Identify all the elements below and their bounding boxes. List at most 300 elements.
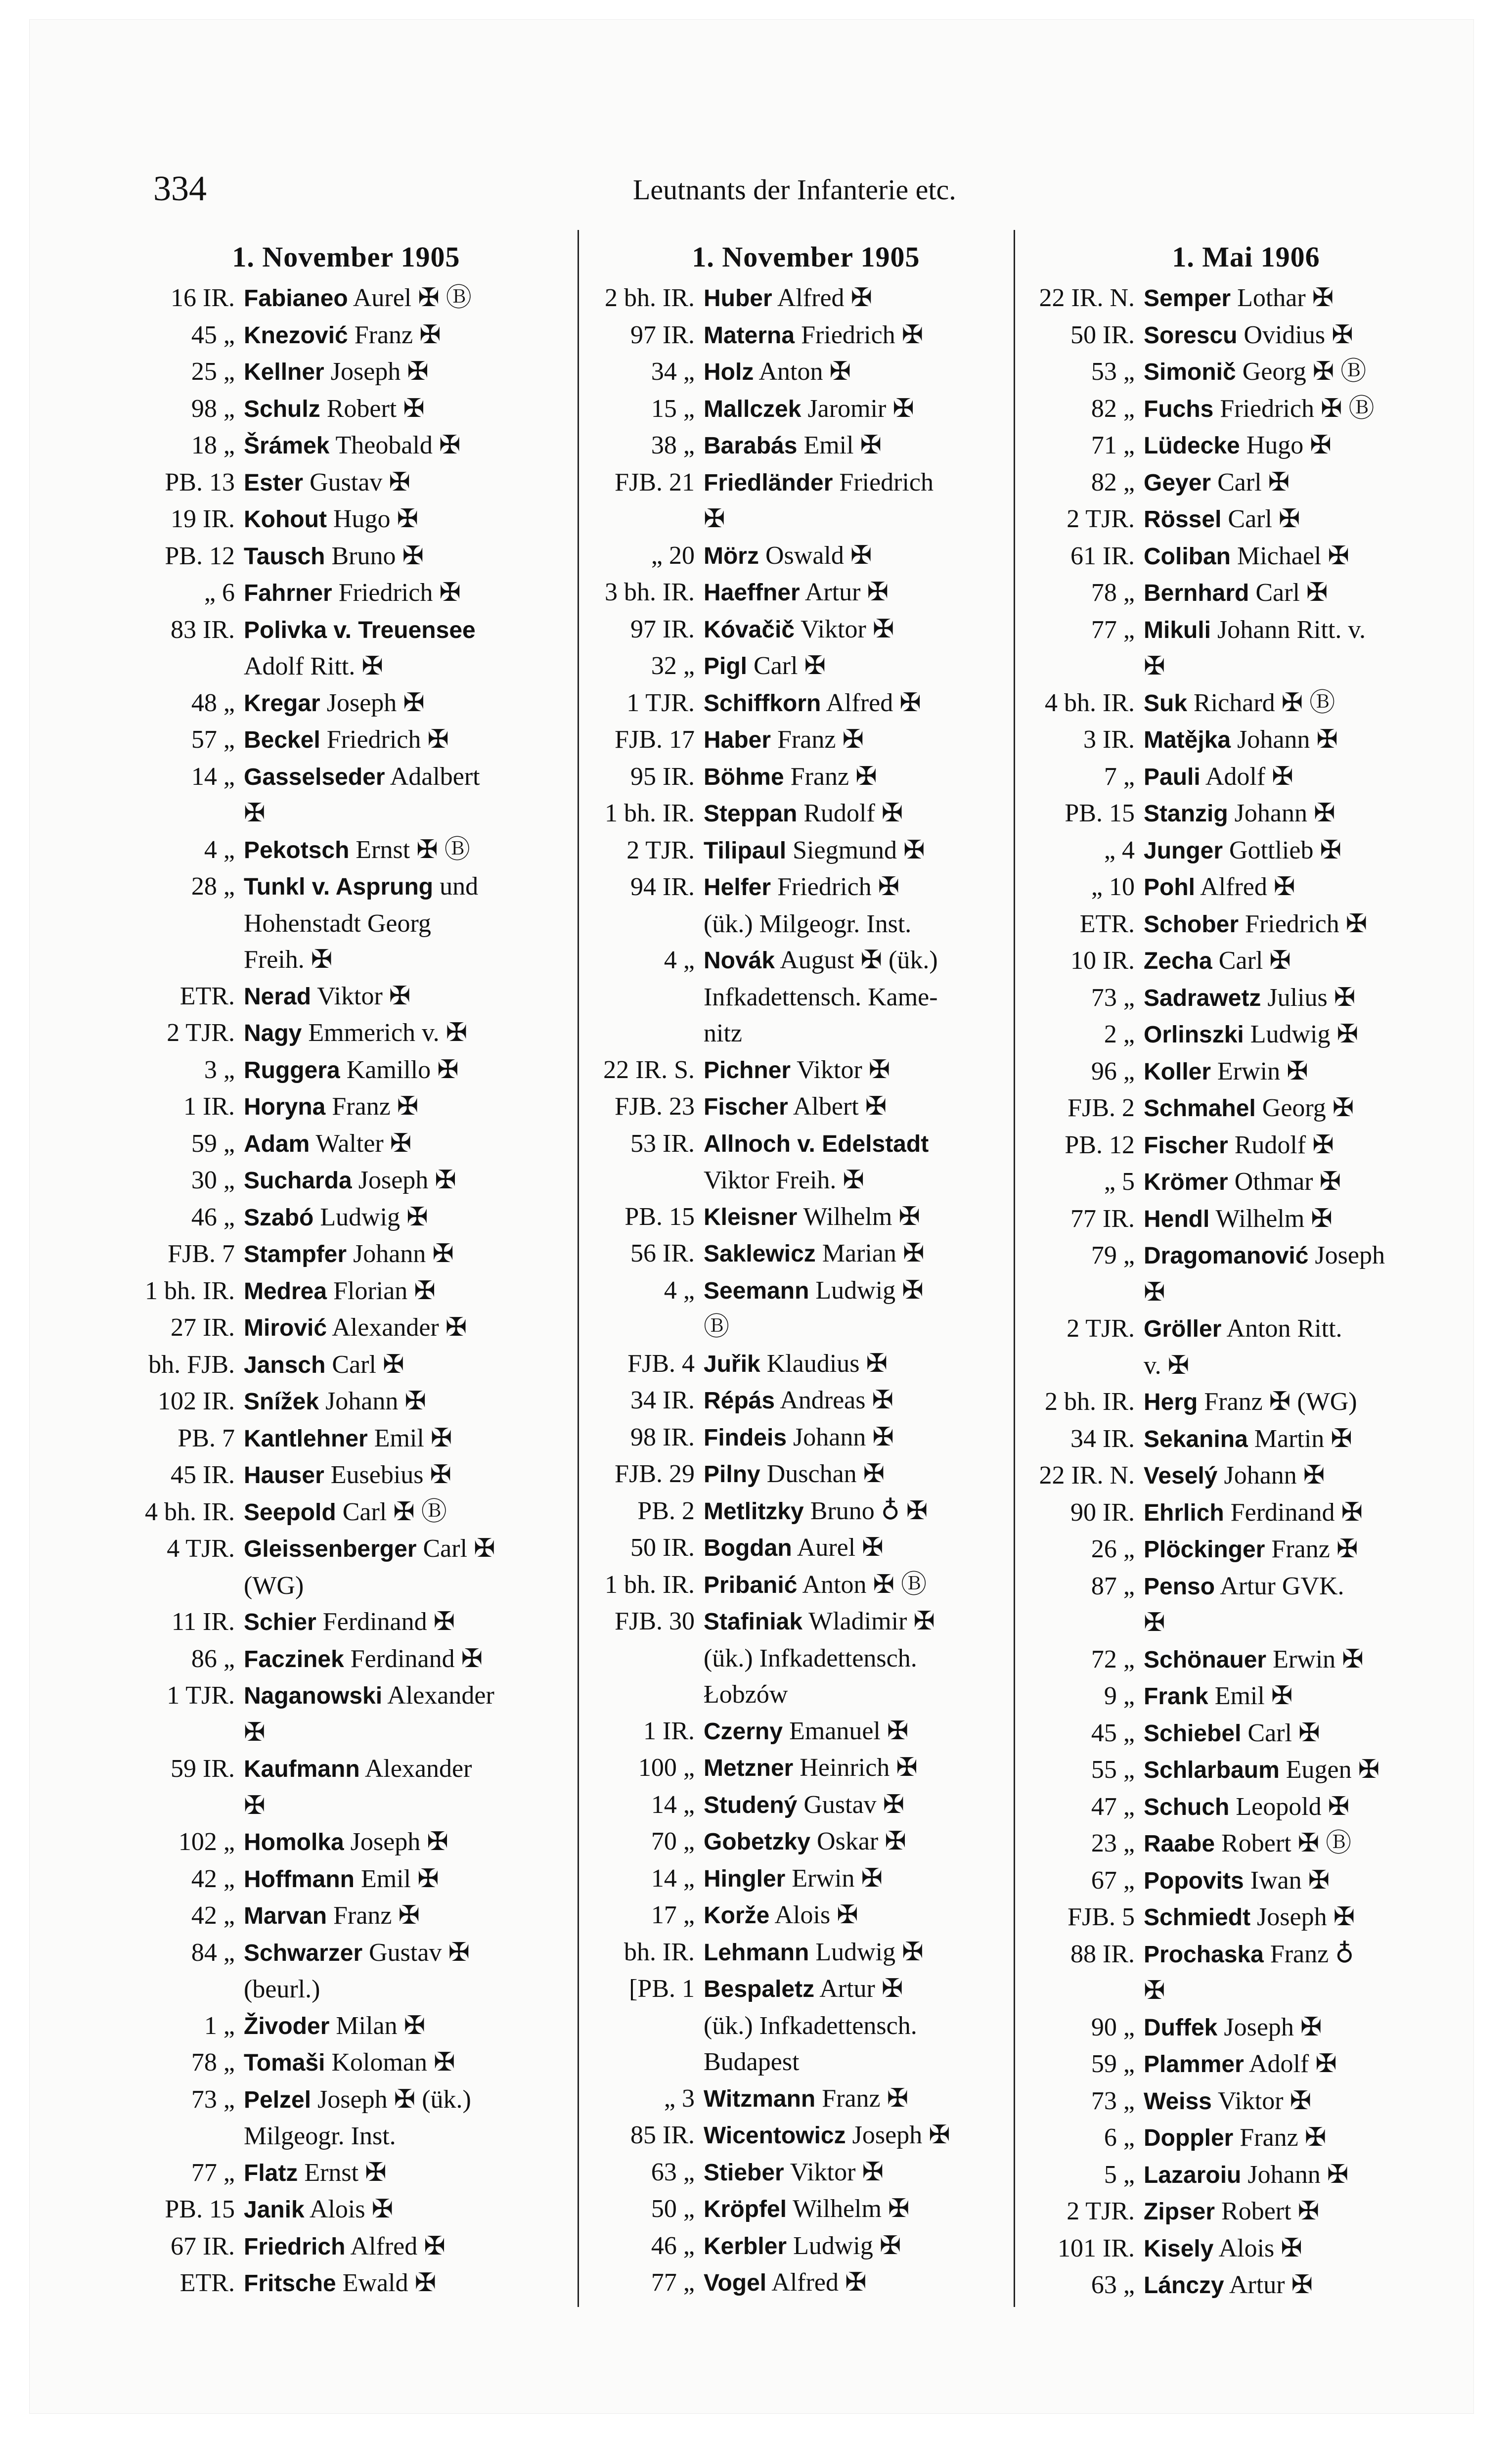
officer-name xyxy=(1144,980,1459,1017)
given-name: Ferdinand ✠ xyxy=(1230,1498,1363,1527)
list-item xyxy=(593,1897,1019,1934)
list-item xyxy=(593,1750,1019,1787)
officer-name xyxy=(244,978,559,1015)
officer-name xyxy=(244,1494,559,1531)
list-item xyxy=(593,869,1019,942)
given-name: Joseph ✠ xyxy=(1144,1241,1385,1307)
officer-name xyxy=(1144,1421,1459,1458)
given-name: Andreas ✠ xyxy=(780,1386,894,1414)
unit-label: 4 bh. IR. xyxy=(1045,688,1135,717)
surname: Kleisner xyxy=(704,1204,798,1230)
surname: Duffek xyxy=(1144,2014,1218,2041)
surname: Mörz xyxy=(704,542,759,569)
officer-name xyxy=(704,2191,1019,2228)
surname: Haeffner xyxy=(704,580,800,606)
officer-name xyxy=(1144,1237,1459,1310)
list-item xyxy=(1033,685,1459,722)
officer-name xyxy=(1144,501,1459,538)
surname: Gleissenberger xyxy=(244,1536,417,1562)
officer-name xyxy=(244,354,559,391)
officer-name xyxy=(704,2264,1019,2302)
surname: Naganowski xyxy=(244,1683,383,1709)
surname: Fahrner xyxy=(244,580,332,606)
list-item xyxy=(1033,501,1459,538)
officer-name xyxy=(244,1199,559,1236)
list-item xyxy=(1033,1789,1459,1826)
given-name: Emanuel ✠ xyxy=(789,1717,909,1745)
unit-label: ETR. xyxy=(1079,909,1135,938)
given-name: Siegmund ✠ xyxy=(793,836,925,864)
unit-label: 18 „ xyxy=(191,431,235,459)
given-name: Joseph ✠ xyxy=(350,1828,448,1856)
officer-name xyxy=(1144,2009,1459,2046)
list-item xyxy=(133,1126,559,1163)
list-item xyxy=(133,1531,559,1604)
officer-name xyxy=(704,1934,1019,1971)
surname: Lehmann xyxy=(704,1939,809,1966)
unit-label: FJB. 5 xyxy=(1067,1903,1135,1931)
surname: Pauli xyxy=(1144,764,1201,790)
list-item xyxy=(133,1052,559,1089)
list-item xyxy=(1033,575,1459,612)
unit-label: 14 „ xyxy=(191,762,235,791)
given-name: Johann ✠ xyxy=(793,1423,894,1451)
unit-label: 101 IR. xyxy=(1058,2234,1135,2262)
surname: Schiebel xyxy=(1144,1720,1242,1747)
surname: Studený xyxy=(704,1792,798,1818)
list-item xyxy=(593,2080,1019,2118)
unit-label: „ 6 xyxy=(204,579,235,607)
entry-list xyxy=(593,280,1019,2302)
surname: Schulz xyxy=(244,396,320,422)
unit-label: 1 bh. IR. xyxy=(145,1276,235,1305)
list-item xyxy=(1033,1384,1459,1421)
unit-label: 1 TJR. xyxy=(626,688,695,717)
list-item xyxy=(133,2155,559,2192)
given-name: Viktor ✠ xyxy=(800,615,894,643)
officer-name xyxy=(1144,464,1459,501)
unit-label: 56 IR. xyxy=(630,1239,695,1267)
list-item xyxy=(133,2191,559,2228)
officer-name xyxy=(704,942,1019,1052)
given-name: Heinrich ✠ xyxy=(800,1754,918,1782)
surname: Bernhard xyxy=(1144,580,1249,606)
surname: Živoder xyxy=(244,2013,330,2039)
unit-label: 77 IR. xyxy=(1070,1204,1135,1233)
list-item xyxy=(593,464,1019,538)
list-item xyxy=(593,427,1019,464)
list-item xyxy=(593,2154,1019,2191)
unit-label: 88 IR. xyxy=(1070,1940,1135,1968)
list-item xyxy=(593,832,1019,869)
unit-label: 84 „ xyxy=(191,1938,235,1967)
officer-name xyxy=(1144,685,1459,722)
given-name: Carl ✠ xyxy=(1218,947,1291,975)
unit-label: 1 IR. xyxy=(183,1092,235,1121)
unit-label: 14 „ xyxy=(651,1790,695,1819)
officer-name xyxy=(1144,280,1459,317)
surname: Steppan xyxy=(704,801,798,827)
unit-label: 79 „ xyxy=(1091,1241,1135,1269)
officer-name xyxy=(704,1713,1019,1750)
officer-name xyxy=(704,2117,1019,2154)
list-item xyxy=(1033,538,1459,575)
officer-name xyxy=(244,1677,559,1751)
list-item xyxy=(1033,1494,1459,1532)
given-name: Oskar ✠ xyxy=(817,1827,906,1855)
officer-name xyxy=(1144,832,1459,869)
surname: Ester xyxy=(244,469,304,496)
given-name: Gottlieb ✠ xyxy=(1229,836,1342,864)
surname: Novák xyxy=(704,948,775,974)
list-item xyxy=(593,1493,1019,1530)
given-name: Viktor ✠ xyxy=(790,2158,884,2186)
surname: Sucharda xyxy=(244,1168,352,1194)
given-name: Viktor ✠ xyxy=(317,982,411,1010)
surname: Helfer xyxy=(704,874,771,901)
list-item xyxy=(1033,1531,1459,1568)
unit-label: 61 IR. xyxy=(1070,542,1135,570)
officer-name xyxy=(704,1052,1019,1089)
given-name: Alois ✠ xyxy=(1218,2234,1302,2262)
list-item xyxy=(593,1787,1019,1824)
surname: Koller xyxy=(1144,1058,1211,1085)
list-item xyxy=(133,1861,559,1898)
list-item xyxy=(593,1603,1019,1713)
officer-name xyxy=(244,2081,559,2155)
unit-label: 38 „ xyxy=(651,431,695,459)
surname: Bespaletz xyxy=(704,1976,815,2002)
column-title: 1. November 1905 xyxy=(232,241,460,273)
officer-name xyxy=(1144,1862,1459,1899)
surname: Coliban xyxy=(1144,543,1231,570)
officer-name xyxy=(704,611,1019,648)
given-name: Alexander ✠ xyxy=(244,1755,472,1820)
officer-name xyxy=(704,648,1019,685)
unit-label: 1 IR. xyxy=(643,1717,695,1745)
unit-label: „ 3 xyxy=(664,2084,695,2113)
officer-name xyxy=(704,464,1019,538)
surname: Stieber xyxy=(704,2159,784,2186)
given-name: Alexander ✠ xyxy=(244,1681,494,1747)
column-title: 1. Mai 1906 xyxy=(1172,241,1320,273)
unit-label: 10 IR. xyxy=(1070,947,1135,975)
page-header xyxy=(153,168,1498,227)
unit-label: 59 „ xyxy=(1091,2050,1135,2078)
surname: Junger xyxy=(1144,837,1223,864)
list-item xyxy=(133,685,559,722)
list-item xyxy=(133,464,559,501)
given-name: Emil ✠ xyxy=(1214,1682,1293,1710)
unit-label: 97 IR. xyxy=(630,320,695,349)
officer-name xyxy=(1144,612,1459,685)
unit-label: 2 TJR. xyxy=(1067,2197,1135,2225)
officer-name xyxy=(244,1310,559,1347)
list-item xyxy=(1033,980,1459,1017)
officer-name xyxy=(244,1162,559,1199)
list-item xyxy=(1033,1825,1459,1862)
officer-name xyxy=(704,2080,1019,2118)
unit-label: 90 IR. xyxy=(1070,1498,1135,1527)
officer-name xyxy=(1144,2083,1459,2120)
surname: Seemann xyxy=(704,1277,809,1304)
given-name: Franz ✠ (WG) xyxy=(1204,1388,1357,1416)
given-name: Joseph ✠ (ük.) Milgeogr. Inst. xyxy=(244,2085,471,2150)
unit-label: 32 „ xyxy=(651,652,695,680)
list-item xyxy=(593,1456,1019,1493)
officer-name xyxy=(1144,759,1459,796)
surname: Schmahel xyxy=(1144,1095,1256,1122)
list-item xyxy=(593,648,1019,685)
unit-label: „ 4 xyxy=(1104,836,1135,864)
unit-label: 4 „ xyxy=(664,1276,695,1305)
list-item xyxy=(133,427,559,464)
list-item xyxy=(1033,2120,1459,2157)
given-name: Robert ✠ xyxy=(326,394,425,423)
surname: Holz xyxy=(704,359,754,385)
surname: Kóvačič xyxy=(704,616,795,643)
unit-label: 95 IR. xyxy=(630,762,695,791)
given-name: Erwin ✠ xyxy=(1217,1057,1308,1085)
given-name: Martin ✠ xyxy=(1254,1424,1352,1453)
officer-name xyxy=(1144,1789,1459,1826)
given-name: Viktor ✠ xyxy=(1217,2086,1312,2115)
list-item xyxy=(133,1824,559,1861)
given-name: Erwin ✠ xyxy=(1273,1645,1364,1673)
surname: Snížek xyxy=(244,1389,319,1415)
officer-name xyxy=(704,1088,1019,1126)
given-name: Carl ✠ xyxy=(754,652,826,680)
officer-name xyxy=(1144,1164,1459,1201)
given-name: Johann Ritt. v. ✠ xyxy=(1144,615,1366,680)
list-item xyxy=(1033,2157,1459,2194)
unit-label: 77 „ xyxy=(191,2158,235,2187)
column-2 xyxy=(593,237,1019,2302)
officer-name xyxy=(244,2008,559,2045)
officer-name xyxy=(1144,906,1459,943)
given-name: Koloman ✠ xyxy=(331,2048,455,2077)
officer-name xyxy=(244,1604,559,1641)
unit-label: 96 „ xyxy=(1091,1057,1135,1085)
officer-name xyxy=(1144,1053,1459,1090)
list-item xyxy=(133,722,559,759)
unit-label: 42 „ xyxy=(191,1864,235,1893)
list-item xyxy=(593,1713,1019,1750)
officer-name xyxy=(244,1347,559,1384)
officer-name xyxy=(244,2044,559,2081)
unit-label: 42 „ xyxy=(191,1901,235,1930)
list-item xyxy=(1033,1641,1459,1678)
unit-label: 100 „ xyxy=(638,1754,695,1782)
surname: Veselý xyxy=(1144,1463,1218,1489)
surname: Vogel xyxy=(704,2270,767,2296)
unit-label: FJB. 21 xyxy=(615,468,695,497)
officer-name xyxy=(704,317,1019,354)
list-item xyxy=(133,612,559,685)
officer-name xyxy=(704,795,1019,832)
given-name: Richard ✠ Ⓑ xyxy=(1194,688,1335,717)
officer-name xyxy=(1144,1127,1459,1164)
officer-name xyxy=(704,722,1019,759)
unit-label: 67 IR. xyxy=(171,2232,235,2260)
surname: Pigl xyxy=(704,653,748,679)
given-name: Ernst ✠ xyxy=(304,2158,387,2187)
surname: Simonič xyxy=(1144,359,1236,385)
officer-name xyxy=(244,317,559,354)
surname: Hendl xyxy=(1144,1206,1210,1232)
unit-label: 73 „ xyxy=(1091,2086,1135,2115)
given-name: Friedrich ✠ xyxy=(801,320,924,349)
given-name: Georg ✠ xyxy=(1262,1094,1354,1122)
given-name: Alois ✠ xyxy=(774,1901,858,1929)
unit-label: 3 IR. xyxy=(1083,725,1135,754)
list-item xyxy=(1033,1127,1459,1164)
officer-name xyxy=(704,1823,1019,1860)
given-name: Franz ✠ xyxy=(333,1901,420,1930)
list-item xyxy=(1033,2046,1459,2083)
given-name: Artur ✠ (ük.) Infkadettensch. Budapest xyxy=(704,1975,917,2076)
officer-name xyxy=(244,1531,559,1604)
officer-name xyxy=(244,1898,559,1935)
given-name: Friedrich ✠ Ⓑ xyxy=(1220,394,1375,423)
given-name: Artur GVK. ✠ xyxy=(1144,1572,1344,1637)
officer-name xyxy=(1144,2120,1459,2157)
given-name: Ernst ✠ Ⓑ xyxy=(356,835,470,864)
list-item xyxy=(133,1273,559,1310)
officer-name xyxy=(704,1897,1019,1934)
unit-label: 78 „ xyxy=(191,2048,235,2077)
unit-label: 97 IR. xyxy=(630,615,695,643)
surname: Dragomanović xyxy=(1144,1243,1309,1269)
given-name: Ovidius ✠ xyxy=(1244,320,1353,349)
surname: Mikuli xyxy=(1144,617,1211,643)
list-item xyxy=(133,2228,559,2265)
officer-name xyxy=(704,391,1019,428)
unit-label: 19 IR. xyxy=(171,505,235,533)
officer-name xyxy=(704,1199,1019,1236)
surname: Mirović xyxy=(244,1315,327,1341)
list-item xyxy=(1033,869,1459,906)
officer-name xyxy=(1144,1825,1459,1862)
surname: Kregar xyxy=(244,690,320,717)
officer-name xyxy=(1144,1678,1459,1715)
surname: Geyer xyxy=(1144,469,1211,496)
officer-name xyxy=(244,2265,559,2302)
officer-name xyxy=(704,427,1019,464)
surname: Pohl xyxy=(1144,874,1195,901)
list-item xyxy=(133,317,559,354)
unit-label: 46 „ xyxy=(651,2231,695,2260)
surname: Kohout xyxy=(244,506,327,533)
given-name: Ewald ✠ xyxy=(342,2269,437,2297)
unit-label: FJB. 30 xyxy=(615,1607,695,1635)
officer-name xyxy=(1144,1384,1459,1421)
officer-name xyxy=(704,1126,1019,1199)
given-name: Eugen ✠ xyxy=(1286,1756,1380,1784)
surname: Krömer xyxy=(1144,1169,1228,1195)
unit-label: 34 „ xyxy=(651,358,695,386)
unit-label: FJB. 17 xyxy=(615,725,695,754)
unit-label: 63 „ xyxy=(651,2158,695,2186)
list-item xyxy=(593,354,1019,391)
unit-label: FJB. 29 xyxy=(615,1460,695,1488)
officer-name xyxy=(244,1457,559,1494)
officer-name xyxy=(244,759,559,832)
surname: Zecha xyxy=(1144,948,1212,974)
surname: Gröller xyxy=(1144,1316,1222,1342)
unit-label: 34 IR. xyxy=(1070,1424,1135,1453)
unit-label: 45 „ xyxy=(1091,1718,1135,1747)
given-name: Albert ✠ xyxy=(793,1092,887,1121)
surname: Pekotsch xyxy=(244,837,350,863)
unit-label: PB. 12 xyxy=(165,542,235,570)
list-item xyxy=(133,1088,559,1126)
unit-label: PB. 7 xyxy=(178,1424,235,1452)
list-item xyxy=(1033,1201,1459,1238)
unit-label: 85 IR. xyxy=(630,2121,695,2149)
officer-name xyxy=(704,1603,1019,1713)
surname: Haber xyxy=(704,727,771,753)
surname: Stafiniak xyxy=(704,1609,803,1635)
list-item xyxy=(593,1823,1019,1860)
given-name: Florian ✠ xyxy=(333,1276,436,1305)
list-item xyxy=(133,1420,559,1457)
list-item xyxy=(593,1199,1019,1236)
given-name: Johann ✠ xyxy=(353,1240,454,1268)
surname: Huber xyxy=(704,285,772,312)
given-name: Iwan ✠ xyxy=(1250,1866,1330,1895)
given-name: Erwin ✠ xyxy=(792,1864,883,1893)
officer-name xyxy=(704,354,1019,391)
unit-label: 82 „ xyxy=(1091,468,1135,497)
given-name: Anton Ritt. v. ✠ xyxy=(1144,1314,1342,1380)
unit-label: 90 „ xyxy=(1091,2013,1135,2041)
unit-label: 22 IR. S. xyxy=(603,1055,695,1084)
unit-label: 34 IR. xyxy=(630,1386,695,1414)
list-item xyxy=(593,1272,1019,1346)
unit-label: 5 „ xyxy=(1104,2160,1135,2189)
surname: Fabianeo xyxy=(244,285,348,312)
surname: Saklewicz xyxy=(704,1241,816,1267)
surname: Faczinek xyxy=(244,1646,344,1672)
given-name: Emil ✠ xyxy=(360,1864,439,1893)
unit-label: 14 „ xyxy=(651,1864,695,1893)
given-name: Lothar ✠ xyxy=(1237,284,1334,312)
list-item xyxy=(593,317,1019,354)
surname: Fritsche xyxy=(244,2270,336,2297)
given-name: Jaromir ✠ xyxy=(807,394,914,423)
officer-name xyxy=(704,1493,1019,1530)
unit-label: 17 „ xyxy=(651,1901,695,1929)
officer-name xyxy=(244,1935,559,2008)
surname: Tomaši xyxy=(244,2050,325,2076)
given-name: Artur ✠ xyxy=(804,578,889,606)
surname: Kellner xyxy=(244,359,324,385)
unit-label: FJB. 7 xyxy=(168,1240,235,1268)
unit-label: 3 bh. IR. xyxy=(605,578,695,606)
list-item xyxy=(593,1346,1019,1383)
officer-name xyxy=(244,1015,559,1052)
unit-label: 11 IR. xyxy=(171,1608,235,1636)
officer-name xyxy=(244,538,559,575)
list-item xyxy=(593,942,1019,1052)
officer-name xyxy=(704,759,1019,796)
surname: Tausch xyxy=(244,543,325,570)
officer-name xyxy=(1144,354,1459,391)
unit-label: 2 bh. IR. xyxy=(1045,1388,1135,1416)
officer-name xyxy=(244,2155,559,2192)
running-title: Leutnants der Infanterie etc. xyxy=(633,174,956,206)
